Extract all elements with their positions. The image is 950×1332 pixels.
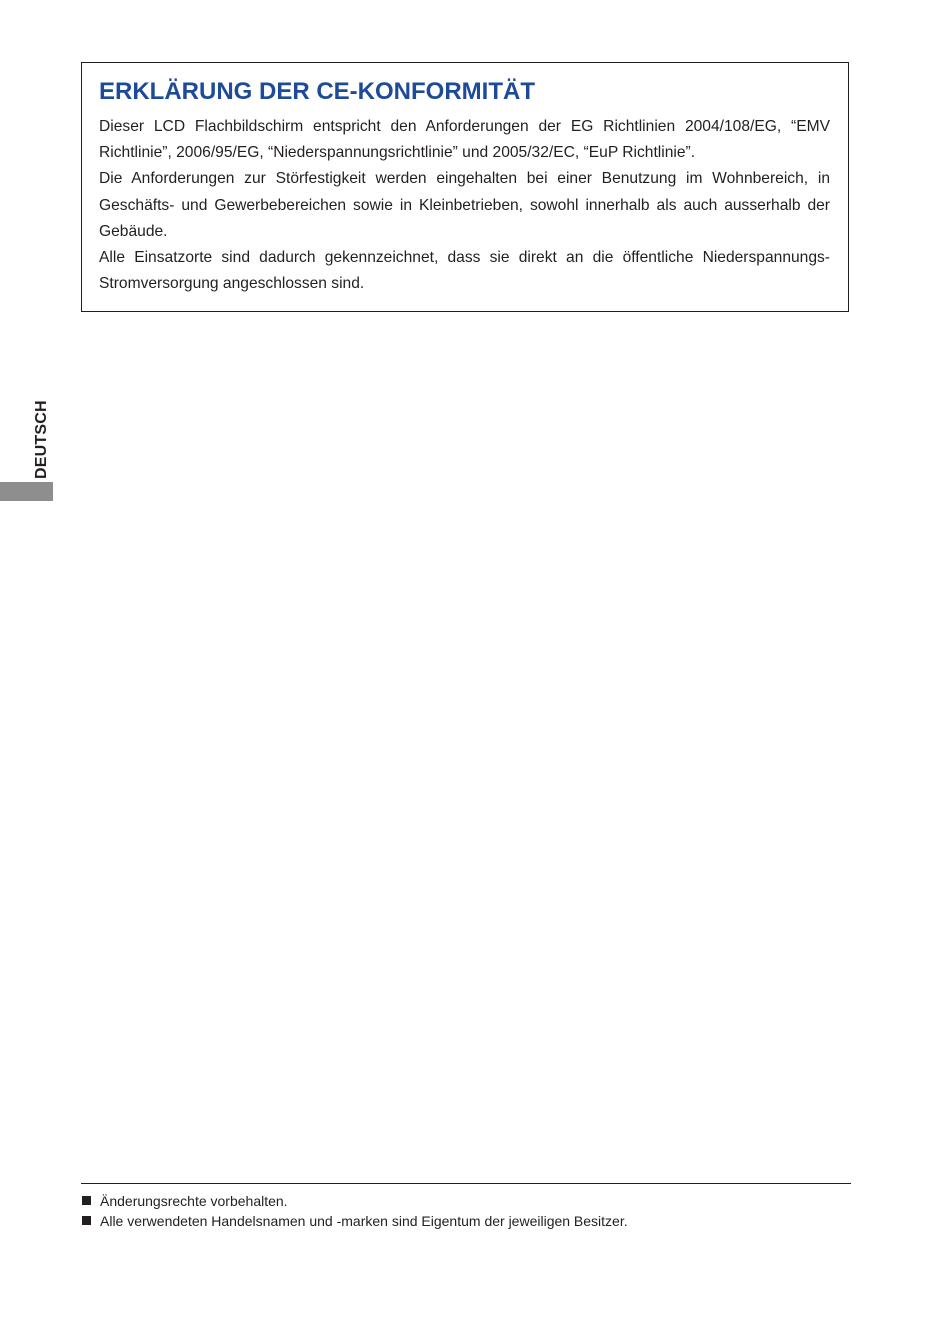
language-label: DEUTSCH: [33, 400, 50, 479]
footer-divider: [81, 1183, 851, 1184]
language-side-tab: [0, 383, 53, 501]
square-bullet-icon: [82, 1216, 91, 1225]
declaration-title: ERKLÄRUNG DER CE-KONFORMITÄT: [99, 78, 535, 105]
square-bullet-icon: [82, 1196, 91, 1205]
declaration-paragraph-immunity: Die Anforderungen zur Störfestigkeit werden eingehalten bei einer Benutzung im Wohnbereich, in Geschäfts- und Gewerbebereichen sowie in Kleinbetrieben, sowohl innerhalb als auch ausserhalb der Gebäude.: [99, 170, 830, 240]
declaration-paragraph-directives: Dieser LCD Flachbildschirm entspricht den Anforderungen der EG Richtlinien 2004/108/EG, “EMV Richtlinie”, 2006/95/EG, “Niederspannungsrichtlinie” und 2005/32/EC, “EuP Richtlinie”.: [99, 118, 830, 162]
footer-note-rights: [81, 1191, 851, 1211]
language-tab-bar: [0, 482, 53, 501]
declaration-paragraph-locations: Alle Einsatzorte sind dadurch gekennzeichnet, dass sie direkt an die öffentliche Niederspannungs-Stromversorgung angeschlossen sind.: [99, 249, 830, 293]
declaration-body: [99, 114, 830, 297]
footer-note-text: Alle verwendeten Handelsnamen und -marken sind Eigentum der jeweiligen Besitzer.: [100, 1213, 628, 1229]
footer-note-trademarks: [81, 1211, 851, 1231]
ce-declaration-box: [81, 62, 849, 312]
footer-notes: [81, 1191, 851, 1231]
footer-note-text: Änderungsrechte vorbehalten.: [100, 1193, 288, 1209]
